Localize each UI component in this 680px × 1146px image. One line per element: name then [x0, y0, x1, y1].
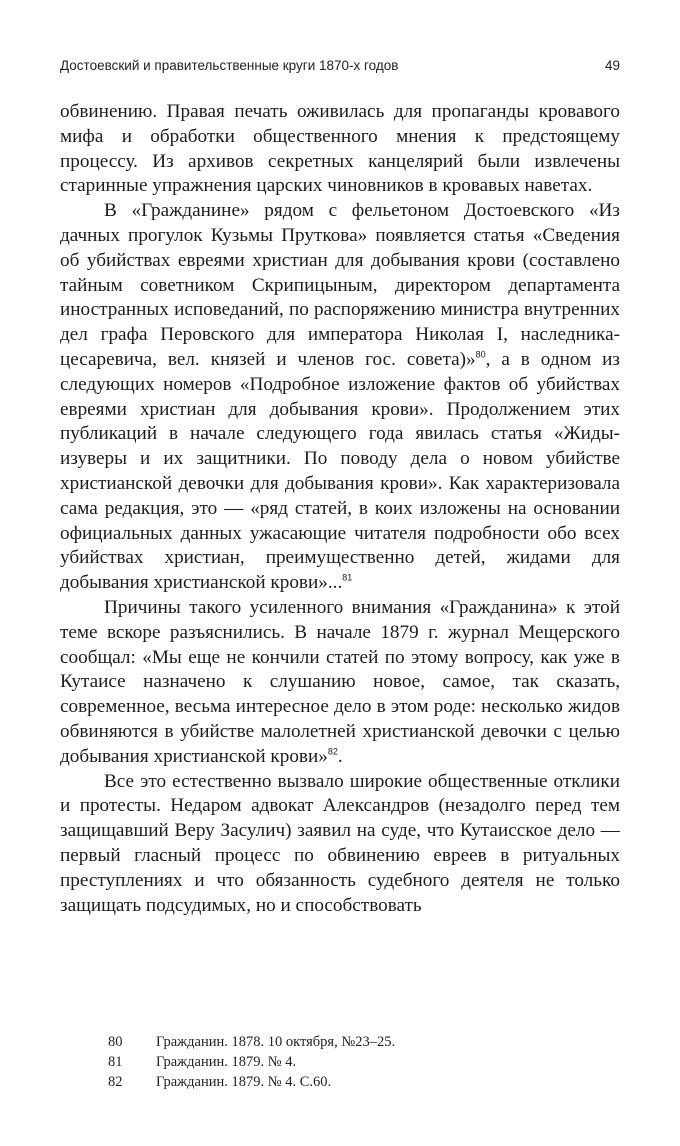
footnote-text: Гражданин. 1878. 10 октября, №23–25.	[156, 1034, 396, 1050]
paragraph-4: Все это естественно вызвало широкие общественные отклики и протесты. Недаром адвокат Александров (незадолго перед тем защищавший Веру Засулич) заявил на суде, что Кутаисское дело — первый гласный процесс по обвинению евреев в ритуальных преступлениях и что обязанность судебного деятеля не только защищать подсудимых, но и способствовать	[60, 770, 620, 916]
paragraph-3-part-a: Причины такого усиленного внимания «Гражданина» к этой теме вскоре разъяснились. В начале 1879 г. журнал Мещерского сообщал: «Мы еще не кончили статей по этому вопросу, как уже в Кутаисе назначено к слушанию новое, самое, так сказать, современное, весьма интересное дело в этом роде: несколько жидов обвиняются в убийстве малолетней христианской девочки с целью добывания христианской крови»	[60, 596, 620, 767]
footnote-text: Гражданин. 1879. № 4. С.60.	[156, 1074, 332, 1090]
paragraph-1: обвинению. Правая печать оживилась для пропаганды кровавого мифа и обработки общественного мнения к предстоящему процессу. Из архивов секретных канцелярий были извлечены старинные упражнения царских чиновников в кровавых наветах.	[60, 101, 620, 197]
running-title: Достоевский и правительственные круги 1870-х годов	[60, 58, 399, 73]
footnotes	[108, 1032, 568, 1092]
paragraph-2-part-b: , а в одном из следующих номеров «Подробное изложение фактов об убийствах евреями христиан для добывания крови». Продолжением этих публикаций в начале следующего года явилась статья «Жиды-изуверы и их защитники. По поводу дела о новом убийстве христианской девочки для добывания крови». Как характеризовала сама редакция, это — «ряд статей, в коих изложены на основании официальных данных ужасающие читателя подробности обо всех убийствах христиан, преимущественно детей, жидами для добывания христианской крови»...	[60, 348, 620, 594]
footnote-text: Гражданин. 1879. № 4.	[156, 1054, 297, 1070]
body-text	[60, 100, 620, 918]
footnote	[108, 1032, 568, 1052]
footnote	[108, 1052, 568, 1072]
footnote-ref-82[interactable]: 82	[327, 746, 338, 757]
paragraph-2-part-a: В «Гражданине» рядом с фельетоном Достоевского «Из дачных прогулок Кузьмы Пруткова» появляется статья «Сведения об убийствах евреями христиан для добывания крови (составлено тайным советником Скрипицыным, директором департамента иностранных исповеданий, по распоряжению министра внутренних дел графа Перовского для императора Николая I, наследника-цесаревича, вел. князей и членов гос. совета)»	[60, 200, 620, 370]
paragraph-3-part-b: .	[337, 745, 343, 767]
footnote-number: 82	[108, 1074, 123, 1090]
footnote	[108, 1072, 568, 1092]
paragraph-3	[60, 596, 620, 770]
paragraph-2	[60, 199, 620, 596]
footnote-number: 81	[108, 1054, 123, 1070]
footnote-ref-80[interactable]: 80	[475, 349, 486, 360]
running-head	[60, 58, 620, 73]
footnote-ref-81[interactable]: 81	[342, 572, 353, 583]
footnote-number: 80	[108, 1034, 123, 1050]
page-number: 49	[604, 58, 620, 73]
